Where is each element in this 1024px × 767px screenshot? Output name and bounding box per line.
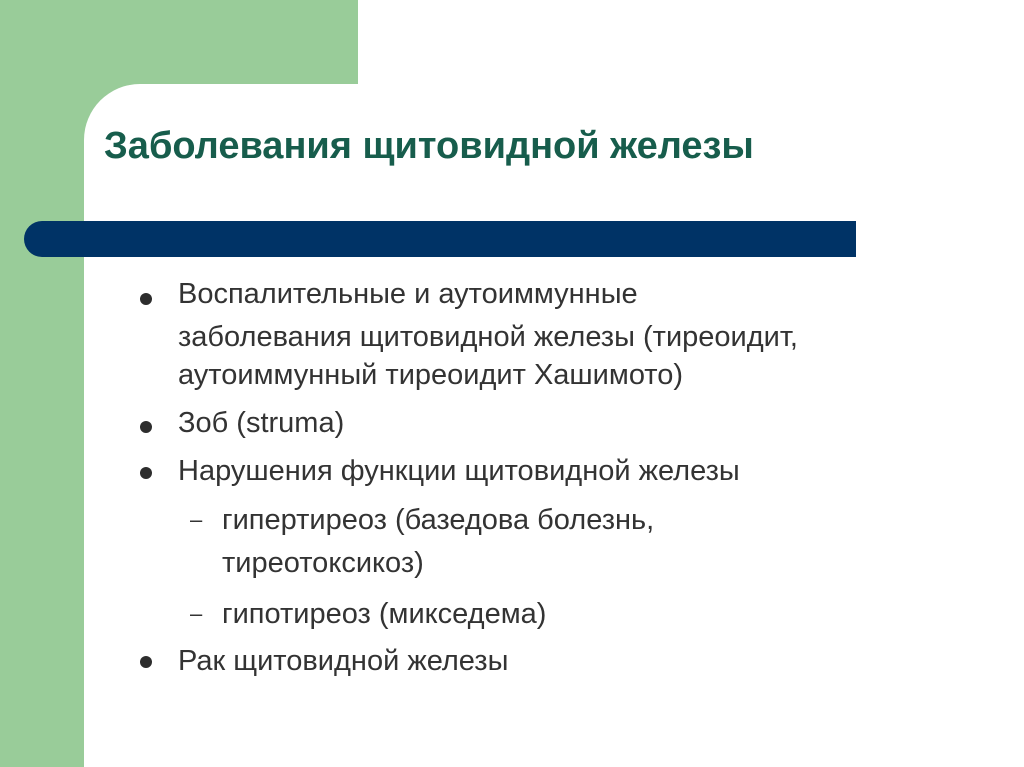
list-item-line: заболевания щитовидной железы (тиреоидит, xyxy=(178,321,798,353)
bullet-dot xyxy=(140,467,152,479)
bullet-dot xyxy=(140,421,152,433)
bullet-dot xyxy=(140,656,152,668)
list-item-line: Рак щитовидной железы xyxy=(178,645,509,677)
sub-item-dash: – xyxy=(190,507,203,532)
sub-item-dash: – xyxy=(190,601,203,626)
slide-title: Заболевания щитовидной железы xyxy=(104,125,754,167)
list-item-line: аутоиммунный тиреоидит Хашимото) xyxy=(178,359,684,391)
bullet-dot xyxy=(140,293,152,305)
list-item-line: Нарушения функции щитовидной железы xyxy=(178,455,740,487)
list-item-line: Воспалительные и аутоиммунные xyxy=(178,278,638,310)
sub-list-item-line: гипотиреоз (микседема) xyxy=(222,598,547,630)
list-item-line: Зоб (struma) xyxy=(178,407,345,439)
sub-list-item-line: гипертиреоз (базедова болезнь, xyxy=(222,504,655,536)
sub-list-item-line: тиреотоксикоз) xyxy=(222,547,424,579)
